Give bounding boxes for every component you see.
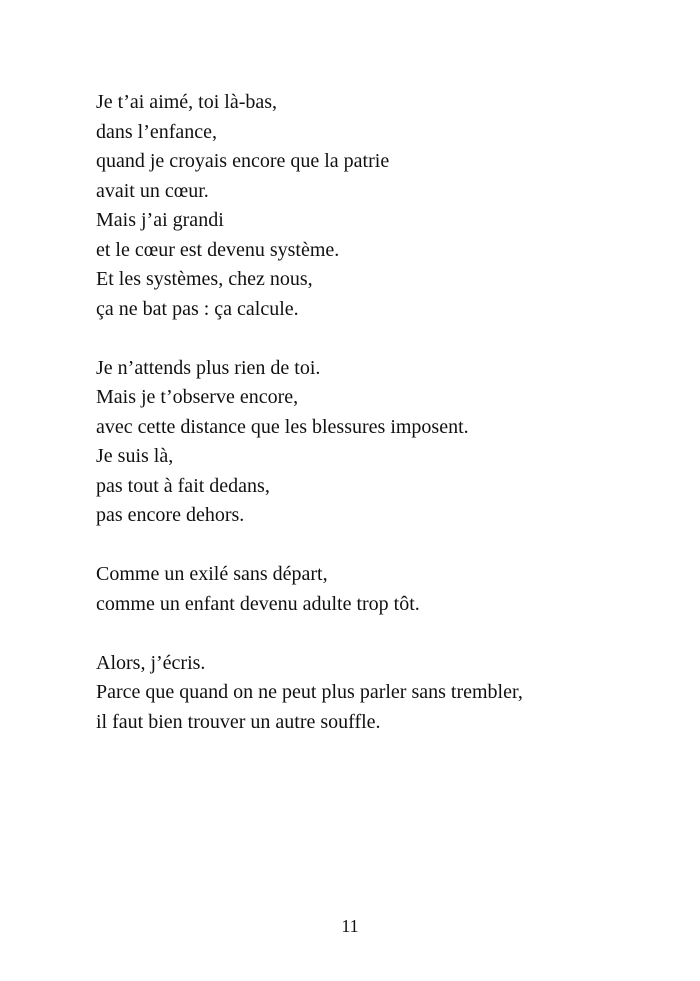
stanza-1 (96, 88, 656, 324)
poem-line: Alors, j’écris. (96, 651, 206, 674)
poem-line: quand je croyais encore que la patrie (96, 150, 390, 172)
poem-line: et le cœur est devenu système. (96, 238, 340, 261)
poem-line: Mais j’ai grandi (96, 209, 224, 231)
poem-line: dans l’enfance, (96, 120, 218, 143)
stanza-4 (96, 649, 656, 738)
poem-body (96, 88, 656, 737)
page-number: 11 (341, 916, 359, 936)
poem-line: Et les systèmes, chez nous, (96, 268, 313, 290)
poem-line: avait un cœur. (96, 179, 209, 202)
stanza-3 (96, 560, 656, 619)
poem-line: pas tout à fait dedans, (96, 474, 270, 497)
poem-line: Mais je t’observe encore, (96, 386, 299, 408)
poem-line: Je t’ai aimé, toi là-bas, (96, 91, 278, 113)
poem-line: ça ne bat pas : ça calcule. (96, 297, 299, 320)
stanza-2 (96, 354, 656, 531)
poem-line: pas encore dehors. (96, 504, 245, 526)
poem-line: Je suis là, (96, 445, 174, 467)
poem-line: Je n’attends plus rien de toi. (96, 356, 321, 379)
poem-line: Parce que quand on ne peut plus parler sans trembler, (96, 681, 523, 703)
poem-line: Comme un exilé sans départ, (96, 563, 328, 585)
poem-line: avec cette distance que les blessures imposent. (96, 415, 469, 438)
poem-line: comme un enfant devenu adulte trop tôt. (96, 592, 420, 615)
poem-line: il faut bien trouver un autre souffle. (96, 710, 381, 733)
